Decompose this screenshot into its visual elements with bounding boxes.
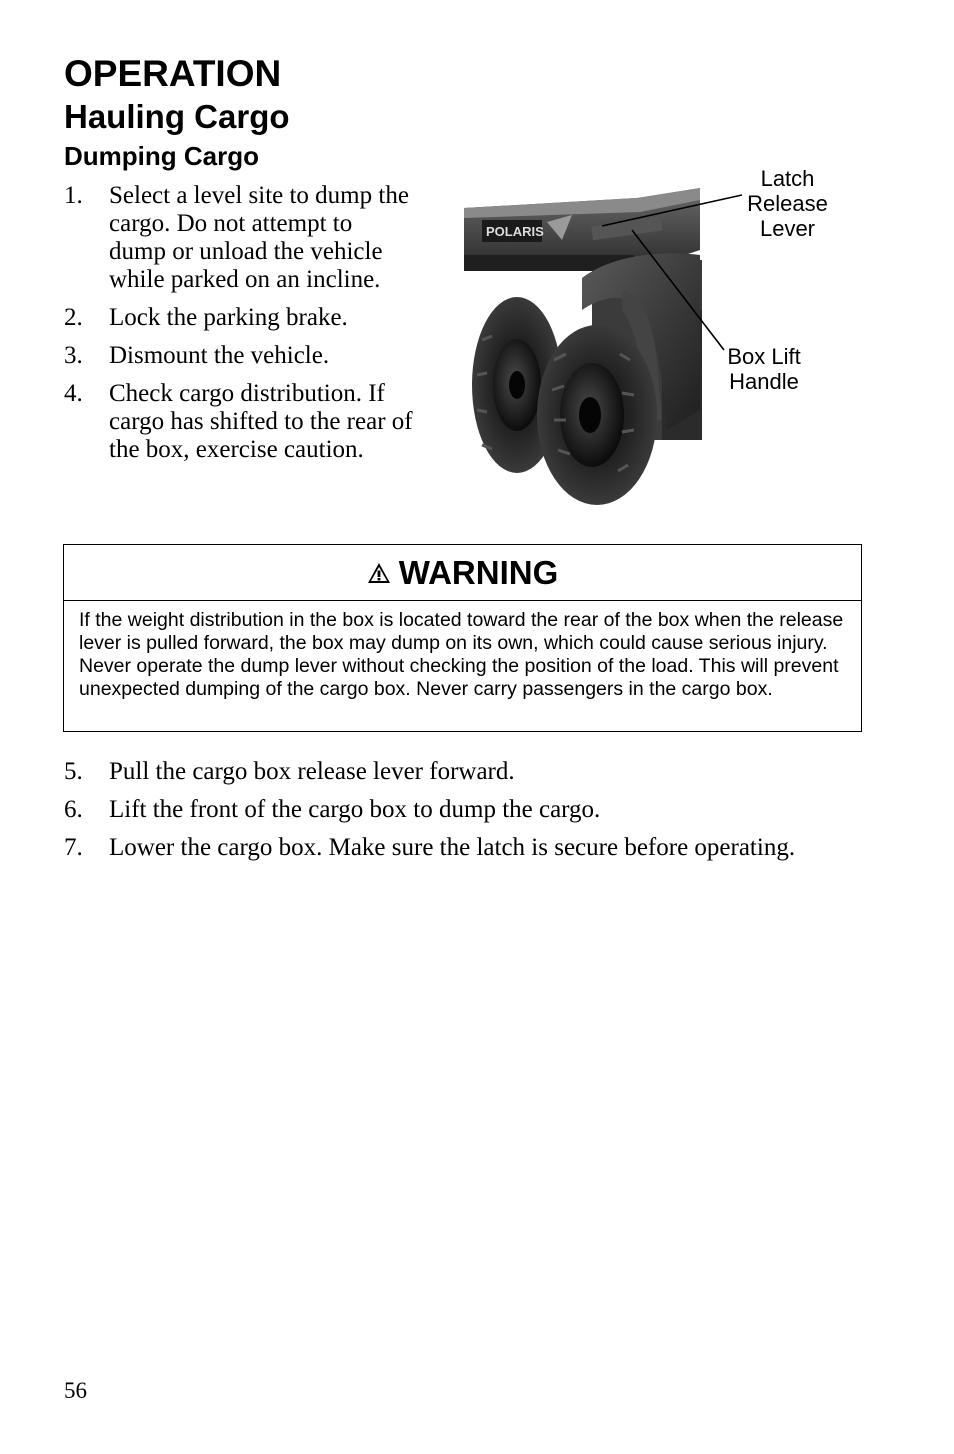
step-text: Select a level site to dump the cargo. Do not attempt to dump or unload the vehicle while parked on an incline. [109, 182, 409, 293]
step-text: Lift the front of the cargo box to dump the cargo. [109, 796, 601, 823]
warning-triangle-icon [367, 562, 391, 584]
step-text: Check cargo distribution. If cargo has shifted to the rear of the box, exercise caution. [109, 380, 413, 463]
brand-decal: POLARIS [486, 224, 544, 239]
steps-list-second [64, 758, 884, 872]
page-number: 56 [64, 1378, 87, 1403]
step-number: 3. [64, 342, 83, 369]
step-item [64, 758, 884, 786]
step-number: 7. [64, 834, 83, 861]
step-item [64, 380, 414, 464]
step-number: 4. [64, 380, 83, 407]
step-item [64, 796, 884, 824]
warning-box [63, 544, 862, 732]
subsection-title: Hauling Cargo [64, 98, 290, 135]
box-lift-handle-label: Box Lift Handle [727, 344, 801, 394]
step-item [64, 834, 884, 862]
steps-list-first [64, 182, 414, 474]
step-item [64, 342, 414, 370]
latch-release-lever-label: Latch Release Lever [747, 166, 828, 241]
step-text: Lower the cargo box. Make sure the latch is secure before operating. [109, 834, 796, 861]
warning-title: WARNING [398, 553, 559, 591]
step-item [64, 304, 414, 332]
step-number: 5. [64, 758, 83, 785]
topic-title: Dumping Cargo [64, 141, 259, 171]
step-number: 2. [64, 304, 83, 331]
step-text: Lock the parking brake. [109, 304, 348, 331]
step-number: 1. [64, 182, 83, 209]
step-text: Dismount the vehicle. [109, 342, 330, 369]
warning-text: If the weight distribution in the box is located toward the rear of the box when the release lever is pulled forward, the box may dump on its own, which could cause serious injury. Never operate the dump lever without checking the position of the load. This will prevent unexpected dumping of the cargo box. Never carry passengers in the cargo box. [79, 609, 844, 700]
section-title: OPERATION [64, 53, 282, 94]
warning-header [64, 545, 861, 601]
step-number: 6. [64, 796, 83, 823]
step-text: Pull the cargo box release lever forward. [109, 758, 515, 785]
step-item [64, 182, 414, 294]
